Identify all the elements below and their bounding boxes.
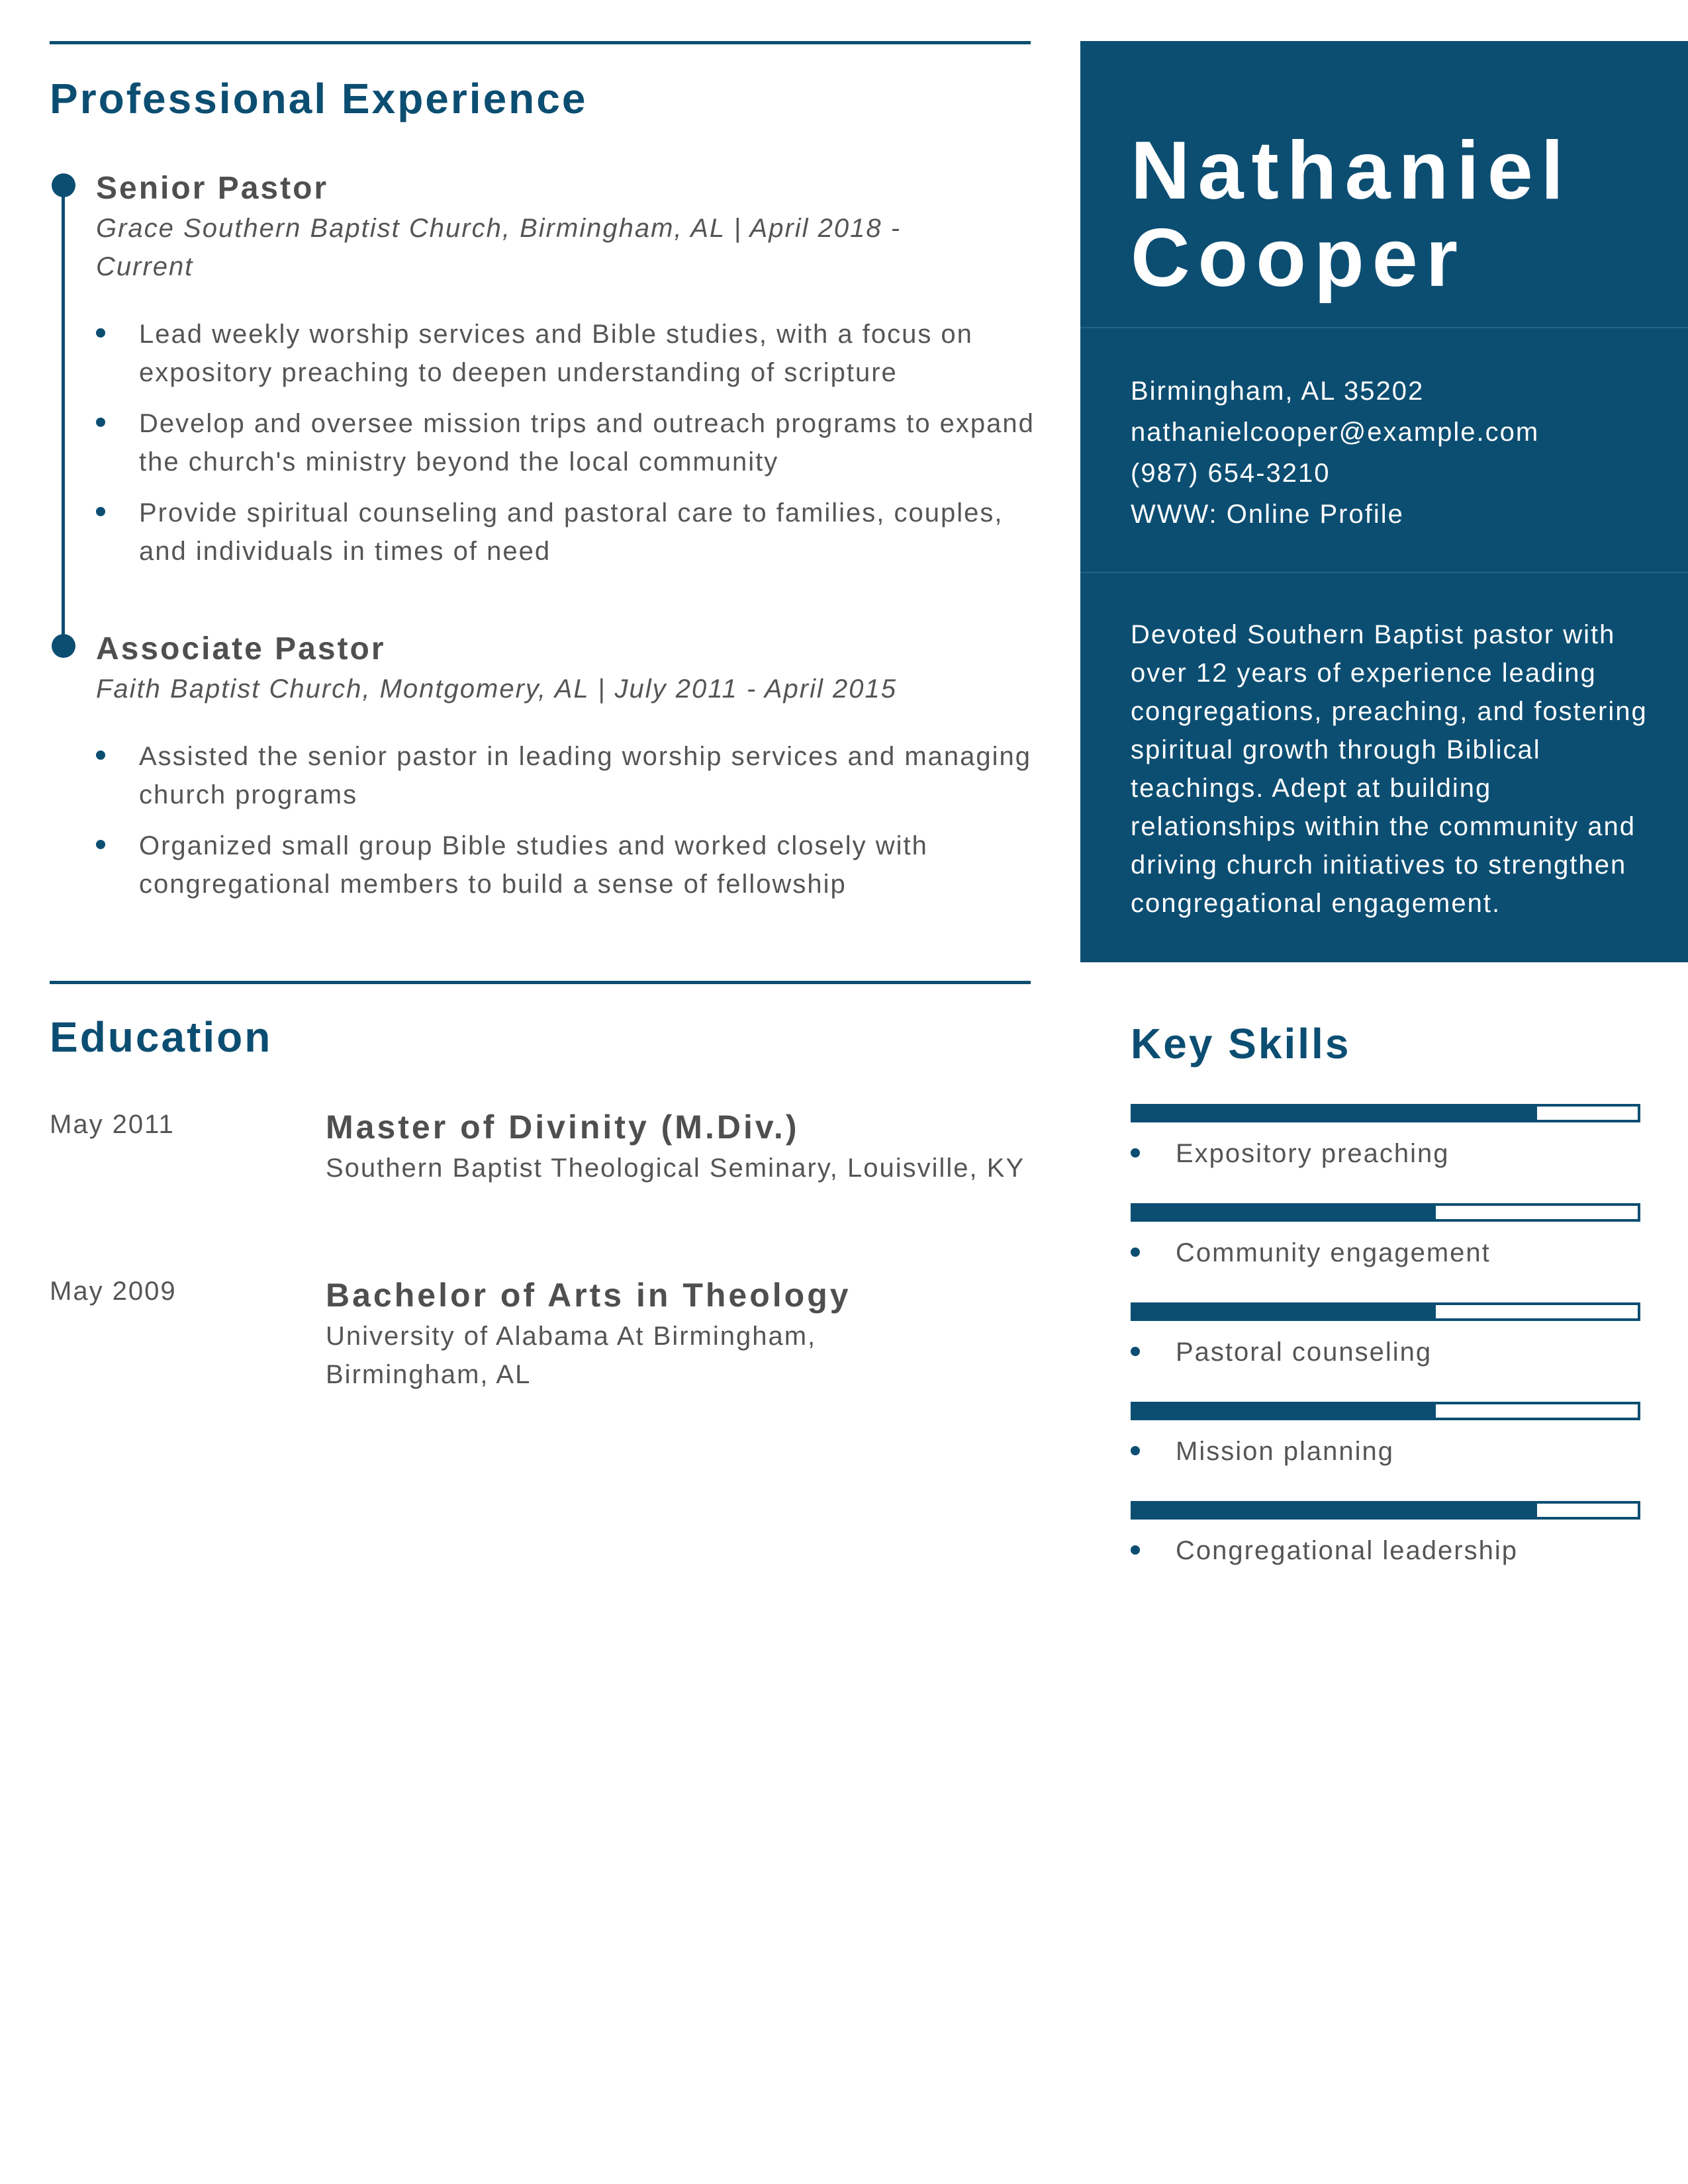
skill-bar-fill [1133,1404,1436,1418]
job-meta: Faith Baptist Church, Montgomery, AL | July 2011 - April 2015 [96,674,897,704]
contact-address: Birmingham, AL 35202 [1131,377,1425,406]
education-date: May 2011 [50,1110,175,1139]
job-meta: Grace Southern Baptist Church, Birmingham, AL | April 2018 - Current [96,214,902,281]
skill-label: Community engagement [1131,1234,1640,1272]
experience-top-rule [50,41,1031,44]
sidebar-divider [1080,572,1688,573]
skills-heading: Key Skills [1131,1020,1351,1068]
sidebar-divider [1080,327,1688,328]
list-item: Organized small group Bible studies and worked closely with congregational members to build a sense of fellowship [96,827,1036,903]
contact-website[interactable]: WWW: Online Profile [1131,500,1404,529]
education-school: Southern Baptist Theological Seminary, Louisville, KY [326,1154,1025,1183]
skill-community-engagement [1131,1203,1640,1272]
contact-info [1131,371,1539,535]
experience-heading: Professional Experience [50,75,588,122]
experience-timeline [62,184,65,647]
job-title: Senior Pastor [96,171,329,206]
education-entry [326,1105,1041,1187]
job-bullets [96,315,1036,570]
timeline-dot-associate-pastor [52,634,75,658]
skill-bar-fill [1133,1305,1436,1318]
skill-bar-fill [1133,1107,1537,1120]
skill-label: Pastoral counseling [1131,1333,1640,1371]
name-first: Nathaniel [1131,125,1572,216]
list-item: Assisted the senior pastor in leading worship services and managing church programs [96,737,1036,814]
education-heading: Education [50,1013,273,1061]
job-bullets [96,737,1036,903]
skill-label: Congregational leadership [1131,1531,1640,1570]
skill-label: Mission planning [1131,1432,1640,1471]
skill-mission-planning [1131,1402,1640,1471]
education-top-rule [50,981,1031,984]
contact-email[interactable]: nathanielcooper@example.com [1131,418,1540,447]
list-item: Lead weekly worship services and Bible studies, with a focus on expository preaching to deepen understanding of scripture [96,315,1036,392]
contact-phone[interactable]: (987) 654-3210 [1131,459,1331,488]
skill-bar [1131,1402,1640,1420]
skill-expository-preaching [1131,1104,1640,1173]
skill-bar-fill [1133,1504,1537,1517]
skill-bar [1131,1104,1640,1122]
list-item: Develop and oversee mission trips and outreach programs to expand the church's ministry beyond the local community [96,404,1036,481]
education-date: May 2009 [50,1277,177,1306]
skill-bar-fill [1133,1206,1436,1219]
profile-summary: Devoted Southern Baptist pastor with over 12 years of experience leading congregations, preaching, and fostering spiritual growth through Biblical teachings. Adept at building relationships within the community and driving church initiatives to strengthen congregational engagement. [1131,620,1648,918]
skill-bar [1131,1203,1640,1222]
job-associate-pastor [96,629,1036,916]
sidebar [1080,41,1688,962]
job-senior-pastor [96,168,1036,583]
list-item: Provide spiritual counseling and pastoral care to families, couples, and individuals in times of need [96,494,1036,570]
education-degree: Bachelor of Arts in Theology [326,1277,851,1314]
skill-congregational-leadership [1131,1501,1640,1570]
skill-bar [1131,1302,1640,1321]
education-school: University of Alabama At Birmingham, Birmingham, AL [326,1322,817,1389]
education-degree: Master of Divinity (M.Div.) [326,1109,800,1146]
job-title: Associate Pastor [96,631,386,666]
skill-label: Expository preaching [1131,1134,1640,1173]
skill-pastoral-counseling [1131,1302,1640,1371]
skill-bar [1131,1501,1640,1520]
candidate-name [1131,127,1571,302]
education-entry [326,1273,1041,1394]
name-last: Cooper [1131,212,1466,304]
timeline-dot-senior-pastor [52,173,75,197]
